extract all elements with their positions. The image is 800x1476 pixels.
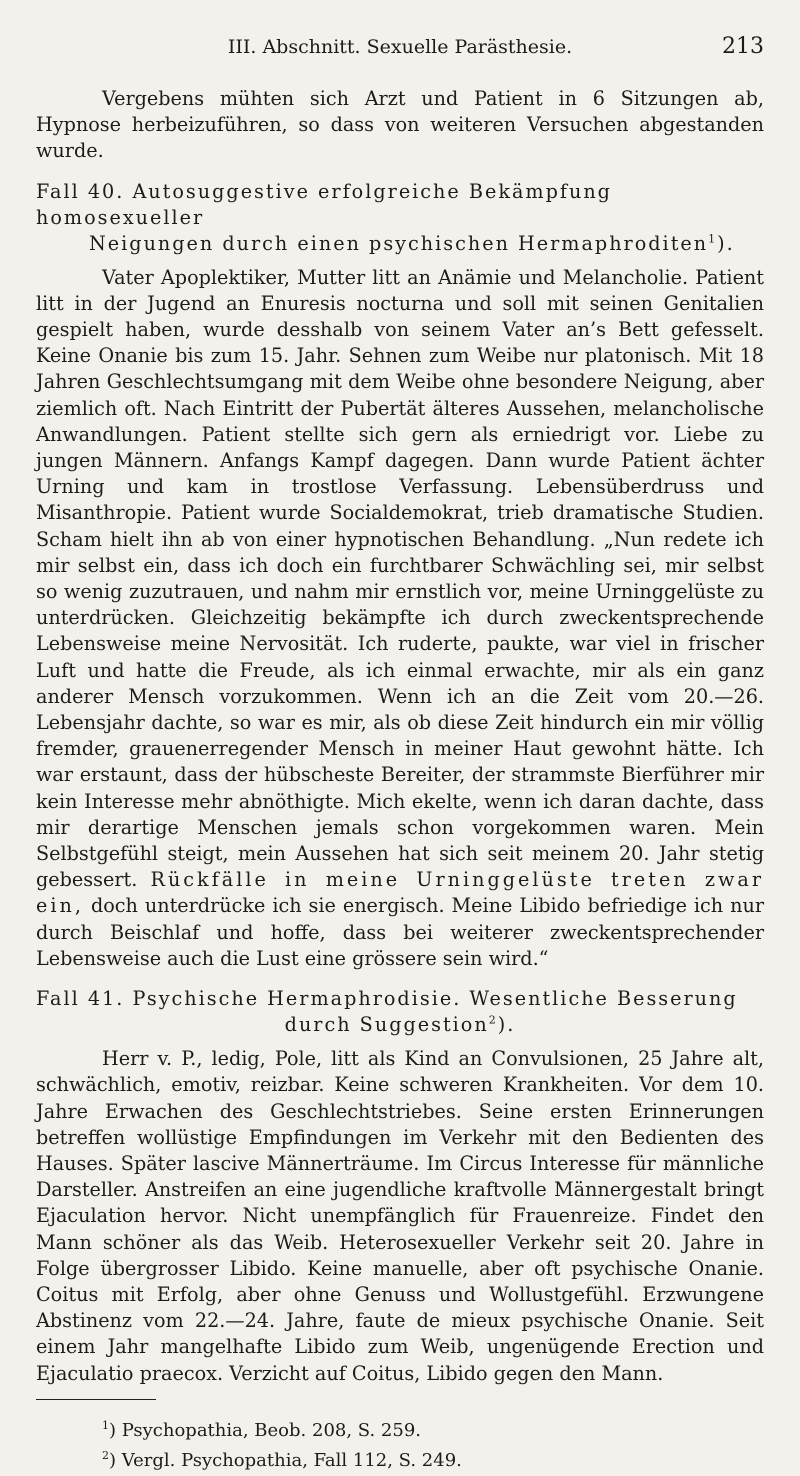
case-41-label: Fall 41. — [36, 987, 125, 1011]
footnote-1-text: Psychopathia, Beob. 208, S. 259. — [121, 1419, 421, 1441]
case-40-title-end: ). — [717, 231, 735, 255]
case-41-title-line1: Psychische Hermaphrodisie. Wesentliche Besserung — [132, 987, 738, 1011]
footnotes — [36, 1416, 764, 1476]
case-41-title-line2: durch Suggestion — [284, 1013, 489, 1037]
footnote-1-mark: 1 — [102, 1418, 109, 1432]
footnote-ref-1[interactable]: 1 — [708, 232, 718, 246]
footnote-ref-2[interactable]: 2 — [488, 1013, 498, 1027]
footnote-2-text: Vergl. Psychopathia, Fall 112, S. 249. — [121, 1449, 462, 1471]
case-41-body: Herr v. P., ledig, Pole, litt als Kind an Convulsionen, 25 Jahre alt, schwächlich, emotiv, reizbar. Keine schweren Krankheiten. Vor dem 10. Jahre Erwachen des Geschlechtstriebes. Seine ersten Erinnerungen betreffen wollüstige Empfindungen im Verkehr mit den Bedienten des Hauses. Später lascive Männerträume. Im Circus Interesse für männliche Darsteller. Anstreifen an eine jugendliche kraftvolle Männergestalt bringt Ejaculation hervor. Nicht unempfänglich für Frauenreize. Findet den Mann schöner als das Weib. Heterosexueller Verkehr seit 20. Jahre in Folge übergrosser Libido. Keine manuelle, aber oft psychische Onanie. Coitus mit Erfolg, aber ohne Genuss und Wollustgefühl. Erzwungene Abstinenz vom 22.—24. Jahre, faute de mieux psychische Onanie. Seit einem Jahr mangelhafte Libido zum Weib, ungenügende Erection und Ejaculatio praecox. Verzicht auf Coitus, Libido gegen den Mann. — [36, 1047, 764, 1385]
intro-paragraph: Vergebens mühten sich Arzt und Patient in 6 Sitzungen ab, Hypnose herbeizuführen, so dass von weiteren Versuchen abgestanden wurde. — [36, 87, 764, 163]
case-40-body — [36, 265, 764, 972]
running-head — [36, 36, 764, 66]
running-title: III. Abschnitt. Sexuelle Parästhesie. — [227, 36, 573, 58]
case-40-title-line1: Autosuggestive erfolgreiche Bekämpfung homosexueller — [36, 179, 612, 229]
case-40-emphasis: Rückfälle in meine Urninggelüste treten zwar ein, — [36, 868, 764, 918]
case-40-title-line2: Neigungen durch einen psychischen Hermaphroditen — [89, 231, 709, 255]
footnote-1: $^1$) Psychopathia, Beob. 208, S. 259. — [102, 1418, 421, 1441]
case-41-heading — [36, 986, 764, 1038]
case-40-label: Fall 40. — [36, 179, 125, 203]
case-40-heading — [36, 179, 764, 257]
footnote-rule — [36, 1399, 156, 1400]
footnote-2: $^2$) Vergl. Psychopathia, Fall 112, S. 249. — [102, 1448, 462, 1471]
case-40-text-a: Vater Apoplektiker, Mutter litt an Anämie und Melancholie. Patient litt in der Jugend an Enuresis nocturna und soll mit seinen Genitalien gespielt haben, wurde desshalb von seinem Vater an’s Bett gefesselt. Keine Onanie bis zum 15. Jahr. Sehnen zum Weibe nur platonisch. Mit 18 Jahren Geschlechtsumgang mit dem Weibe ohne besondere Neigung, aber ziemlich oft. Nach Eintritt der Pubertät älteres Aussehen, melancholische Anwandlungen. Patient stellte sich gern als erniedrigt vor. Liebe zu jungen Männern. Anfangs Kampf dagegen. Dann wurde Patient ächter Urning und kam in trostlose Verfassung. Lebensüberdruss und Misanthropie. Patient wurde Socialdemokrat, trieb dramatische Studien. Scham hielt ihn ab von einer hypnotischen Behandlung. „Nun redete ich mir selbst ein, dass ich doch ein furchtbarer Schwächling sei, mir selbst so wenig zuzutrauen, und nahm mir ernstlich vor, meine Urninggelüste zu unterdrücken. Gleichzeitig bekämpfte ich durch zweckentsprechende Lebensweise meine Nervosität. Ich ruderte, paukte, war viel in frischer Luft und hatte die Freude, als ich einmal erwachte, mir als ein ganz anderer Mensch vorzukommen. Wenn ich an die Zeit vom 20.—26. Lebensjahr dachte, so war es mir, als ob diese Zeit hindurch ein mir völlig fremder, grauenerregender Mensch in meiner Haut gewohnt hätte. Ich war erstaunt, dass der hübscheste Bereiter, der strammste Bierführer mir kein Interesse mehr abnöthigte. Mich ekelte, wenn ich daran dachte, dass mir derartige Menschen jemals schon vorgekommen waren. Mein Selbstgefühl steigt, mein Aussehen hat sich seit meinem 20. Jahr stetig gebessert. — [36, 265, 764, 892]
page-number: 213 — [722, 34, 764, 59]
footnote-2-mark: 2 — [102, 1448, 109, 1462]
case-40-text-b: doch unterdrücke ich sie energisch. Meine Libido befriedige ich nur durch Beischlaf und hoffe, dass bei weiterer zweckentsprechender Lebensweise auch die Lust eine grössere sein wird.“ — [36, 894, 764, 970]
case-41-title-end: ). — [497, 1013, 516, 1037]
